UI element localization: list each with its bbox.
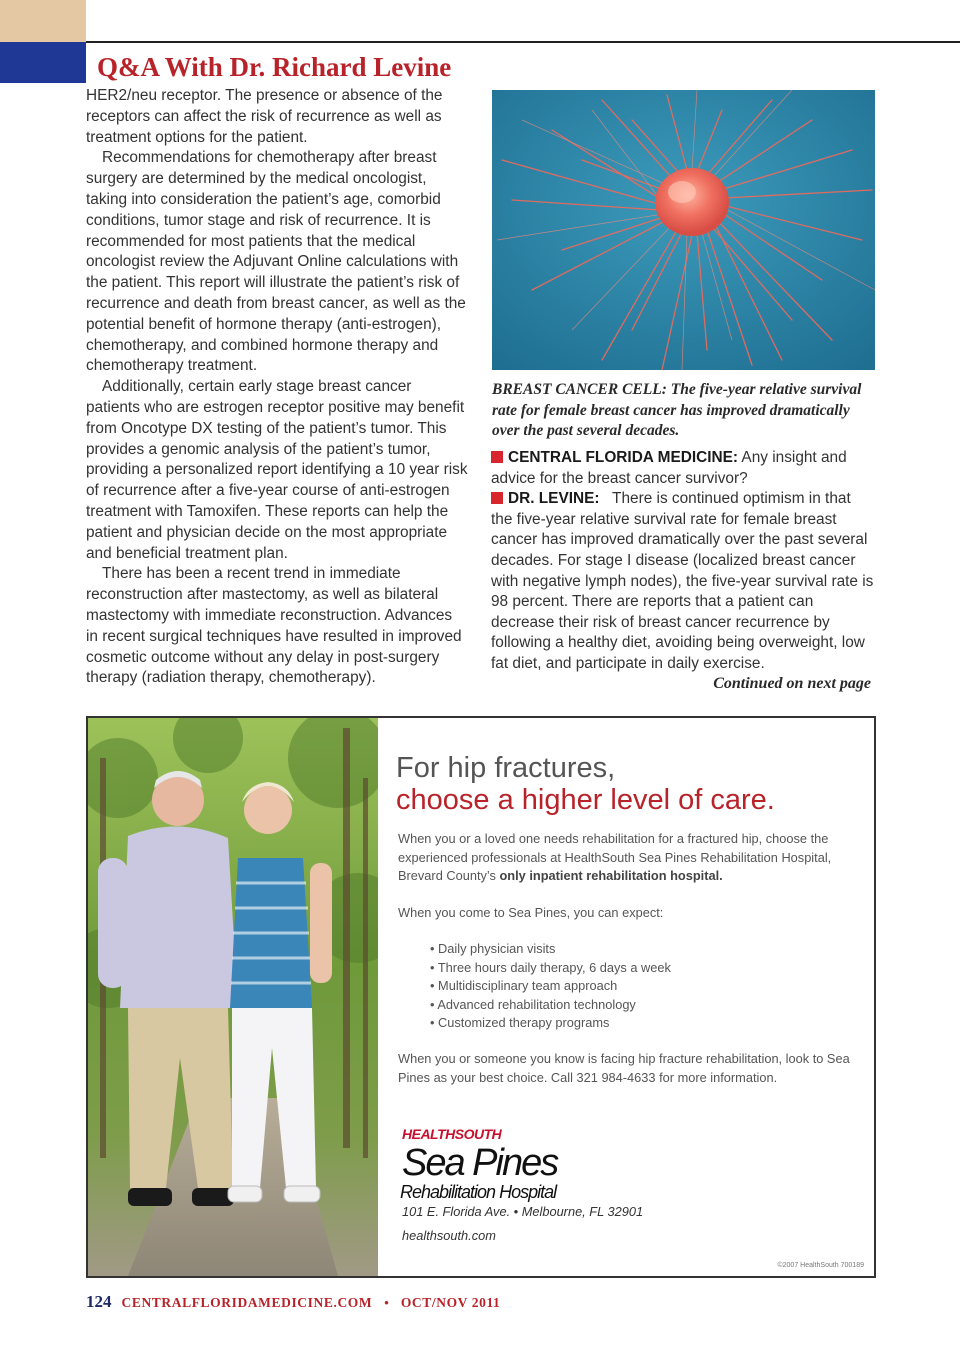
top-rule (86, 41, 960, 43)
list-item: • Daily physician visits (430, 940, 850, 959)
ad-intro (398, 830, 863, 886)
logo-name: Sea Pines (402, 1142, 558, 1184)
answer-speaker: DR. LEVINE: (508, 490, 600, 508)
corner-blue-block (0, 42, 86, 83)
ad-closing: When you or someone you know is facing hip fracture rehabilitation, look to Sea Pines as your best choice. Call 321 984-4633 for more information. (398, 1051, 850, 1085)
question-text: Any insight and advice for the breast cancer survivor? (491, 449, 847, 487)
answer-paragraph (491, 489, 878, 674)
corner-tan-block (0, 0, 86, 42)
left-paragraph-3: Additionally, certain early stage breast cancer patients who are estrogen receptor positive may benefit from Oncotype DX testing of the patient’s tumor. This provides a genomic analysis of the patient’s tumor, providing a personalized report identifying a 10 year risk of recurrence after a five-year course of anti-estrogen treatment with Tamoxifen. These reports can help the patient and physician decide on the most appropriate and beneficial treatment plan. (86, 378, 468, 562)
continued-on-next-page: Continued on next page (713, 675, 871, 692)
footer-separator: • (384, 1295, 389, 1310)
list-item: • Advanced rehabilitation technology (430, 996, 850, 1015)
answer-text: There is continued optimism in that the five-year relative survival rate for female breast cancer has improved dramatically over the past several decades. For stage I disease (localized breast cancer with negative lymph nodes), the five-year survival rate is 98 percent. There are reports that a patient can decrease their risk of breast cancer recurrence by following a healthy diet, avoiding being overweight, low fat diet, and participate in daily exercise. (491, 490, 878, 672)
ad-couple-photo (88, 718, 378, 1276)
left-paragraph-4: There has been a recent trend in immediate reconstruction after mastectomy, as well as bilateral mastectomy with immediate reconstruction. Advances in recent surgical techniques have resulted in improved cosmetic outcome without any delay in post-surgery therapy (radiation therapy, chemotherapy). (86, 565, 462, 687)
ad-website: healthsouth.com (402, 1228, 496, 1243)
ad-copyright: ©2007 HealthSouth 700189 (777, 1262, 864, 1269)
ad-intro-text: When you or a loved one needs rehabilitation for a fractured hip, choose the experienced professionals at HealthSouth Sea Pines Rehabilitation Hospital, Brevard County’s (398, 831, 832, 884)
ad-expect: When you come to Sea Pines, you can expect: (398, 905, 664, 920)
left-column (86, 86, 468, 689)
footer-date: OCT/NOV 2011 (400, 1295, 501, 1310)
logo-brand: HEALTHSOUTH (402, 1126, 502, 1142)
couple-walking-illustration (88, 718, 378, 1276)
ad-headline-line-2: choose a higher level of care. (396, 784, 775, 816)
list-item: • Customized therapy programs (430, 1014, 850, 1033)
left-paragraph-2: Recommendations for chemotherapy after breast surgery are determined by the medical oncologist, taking into consideration the patient’s age, comorbid conditions, tumor stage and risk of recurrence. It is recommended for most patients that the medical oncologist review the Adjuvant Online calculations with the patient. This report will illustrate the patient’s risk of recurrence and death from breast cancer, as well as the potential benefit of hormone therapy (anti-estrogen), chemotherapy, and combined hormone therapy and chemotherapy treatment. (86, 149, 466, 375)
ad-headline (396, 752, 866, 816)
question-paragraph (491, 448, 875, 489)
cancer-cell-photo (492, 90, 875, 370)
list-item: • Multidisciplinary team approach (430, 977, 850, 996)
page-number: 124 (86, 1292, 112, 1311)
cancer-cell-illustration (492, 90, 875, 370)
photo-caption: BREAST CANCER CELL: The five-year relative survival rate for female breast cancer has improved dramatically over the past several decades. (492, 381, 862, 439)
ad-address: 101 E. Florida Ave. • Melbourne, FL 32901 (402, 1204, 644, 1219)
logo-subtitle: Rehabilitation Hospital (400, 1182, 557, 1202)
sea-pines-logo (402, 1126, 662, 1202)
page-title: Q&A With Dr. Richard Levine (97, 52, 452, 82)
list-item: • Three hours daily therapy, 6 days a week (430, 959, 850, 978)
ad-headline-line-1: For hip fractures, (396, 752, 616, 784)
left-paragraph-1: HER2/neu receptor. The presence or absence of the receptors can affect the risk of recurrence as well as treatment options for the patient. (86, 87, 443, 146)
right-column (491, 448, 878, 675)
red-square-icon (491, 492, 503, 504)
page-footer (86, 1292, 500, 1312)
ad-benefit-list (430, 940, 850, 1033)
question-speaker: CENTRAL FLORIDA MEDICINE: (508, 449, 738, 466)
advertisement (86, 716, 876, 1278)
footer-site: CENTRALFLORIDAMEDICINE.COM (121, 1295, 373, 1310)
red-square-icon (491, 451, 503, 463)
ad-intro-bold: only inpatient rehabilitation hospital. (499, 868, 723, 884)
